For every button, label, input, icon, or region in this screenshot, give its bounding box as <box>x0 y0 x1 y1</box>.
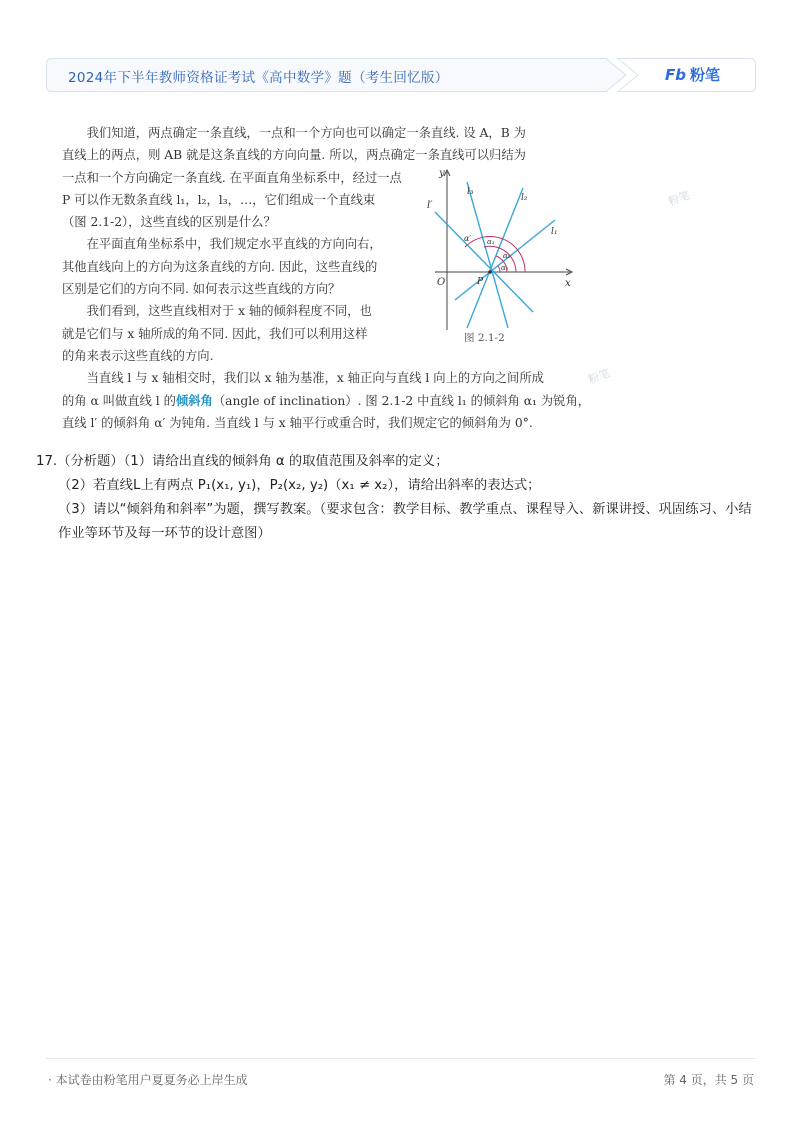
line-l2 <box>467 188 523 328</box>
excerpt-line: 在平面直角坐标系中，我们规定水平直线的方向向右， <box>86 237 382 252</box>
excerpt-line: P 可以作无数条直线 l₁，l₂，l₃，…，它们组成一个直线束 <box>62 192 376 207</box>
question-17 <box>36 450 764 546</box>
label-y: y <box>439 168 445 179</box>
fenbi-logo <box>665 64 720 85</box>
label-l3: l₃ <box>467 187 474 197</box>
line-pencil-figure <box>415 162 585 342</box>
label-l1: l₁ <box>551 227 558 237</box>
question-part-2: （2）若直线L上有两点 P₁(x₁, y₁)，P₂(x₂, y₂)（x₁ ≠ x₂），请给出斜率的表达式； <box>58 478 541 493</box>
excerpt-line: 区别是它们的方向不同. 如何表示这些直线的方向？ <box>62 282 341 297</box>
angle-a1-arc <box>498 266 500 272</box>
label-origin: O <box>437 277 446 288</box>
excerpt-text: （angle of inclination）. 图 2.1-2 中直线 l₁ 的倾斜角 α₁ 为锐角， <box>212 393 591 408</box>
label-a-prime: α′ <box>464 234 472 243</box>
label-a2: α₂ <box>503 252 511 260</box>
label-a3: α₃ <box>487 238 495 246</box>
logo-mark: Fb <box>665 66 686 84</box>
point-p <box>488 270 492 274</box>
question-part-3: （3）请以“倾斜角和斜率”为题，撰写教案。（要求包含：教学目标、教学重点、课程导入、新课讲授、巩固练习、小结作业等环节及每一环节的设计意图） <box>58 502 752 541</box>
excerpt-line: 的角来表示这些直线的方向. <box>62 348 214 363</box>
angle-a-prime-arc <box>465 236 525 272</box>
excerpt-line <box>62 390 591 412</box>
label-a1: α₁ <box>501 264 509 272</box>
excerpt-line: 当直线 l 与 x 轴相交时，我们以 x 轴为基准，x 轴正向与直线 l 向上的方向之间所成 <box>86 371 544 386</box>
label-p: P <box>477 277 484 287</box>
label-x: x <box>565 278 571 289</box>
line-l3 <box>467 182 508 328</box>
logo-text: 粉笔 <box>689 66 720 84</box>
excerpt-line: 一点和一个方向确定一条直线. 在平面直角坐标系中，经过一点 <box>62 170 402 185</box>
watermark: 粉笔 <box>586 366 612 387</box>
page-indicator: 第 4 页，共 5 页 <box>663 1073 754 1087</box>
line-l-prime <box>435 212 533 312</box>
footer-generated-by: · 本试卷由粉笔用户夏夏务必上岸生成 <box>48 1073 248 1087</box>
excerpt-line: 我们看到，这些直线相对于 x 轴的倾斜程度不同，也 <box>86 304 372 319</box>
watermark: 粉笔 <box>666 188 692 209</box>
excerpt-line: 就是它们与 x 轴所成的角不同. 因此，我们可以利用这样 <box>62 326 368 341</box>
figure-caption: 图 2.1-2 <box>464 332 505 344</box>
header-banner <box>46 58 756 92</box>
excerpt-line: 我们知道，两点确定一条直线，一点和一个方向也可以确定一条直线. 设 A，B 为 <box>86 126 526 140</box>
excerpt-line: 直线上的两点，则 AB 就是这条直线的方向向量. 所以，两点确定一条直线可以归结为 <box>62 148 526 163</box>
label-l2: l₂ <box>521 193 528 203</box>
question-part-1: 17.（分析题）（1）请给出直线的倾斜角 α 的取值范围及斜率的定义； <box>36 454 449 469</box>
keyword-inclination-angle: 倾斜角 <box>175 392 213 408</box>
excerpt-text: 的角 α 叫做直线 l 的 <box>62 393 176 408</box>
exam-title: 2024年下半年教师资格证考试《高中数学》题（考生回忆版） <box>68 70 449 86</box>
footer-divider <box>46 1058 756 1059</box>
label-l-prime: l′ <box>427 200 433 211</box>
excerpt-line: 直线 l′ 的倾斜角 α′ 为钝角. 当直线 l 与 x 轴平行或重合时，我们规定它的倾斜角为 0°. <box>62 415 533 430</box>
excerpt-line: （图 2.1-2），这些直线的区别是什么？ <box>62 215 276 230</box>
excerpt-line: 其他直线向上的方向为这条直线的方向. 因此，这些直线的 <box>62 259 378 274</box>
